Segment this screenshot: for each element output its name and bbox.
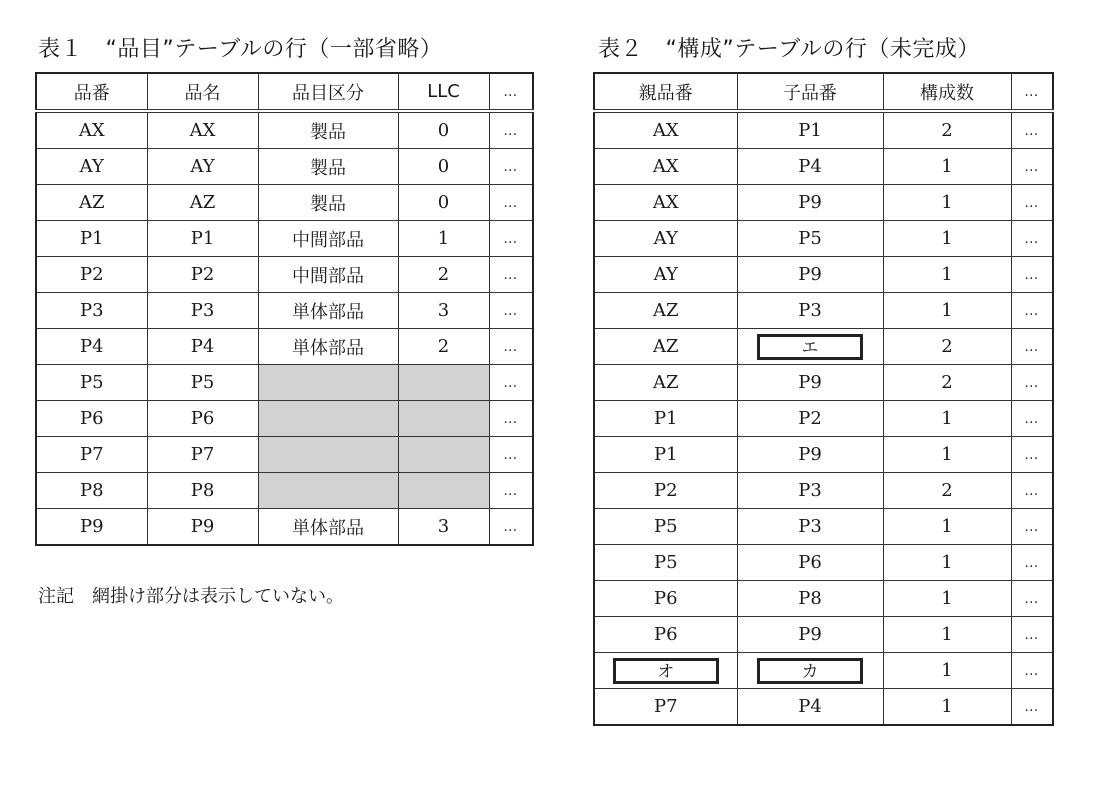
table-row — [594, 329, 1053, 365]
column-header-item-category: 品目区分 — [258, 73, 398, 111]
cell-more: … — [1011, 401, 1053, 437]
table-row — [36, 401, 533, 437]
cell-parent-item-number: AX — [594, 185, 737, 221]
cell-quantity: 1 — [883, 509, 1011, 545]
cell-item-name: P7 — [147, 437, 258, 473]
cell-parent-item-number: P6 — [594, 617, 737, 653]
table-row — [594, 293, 1053, 329]
table1-caption: 表１ “品目”テーブルの行（一部省略） — [38, 37, 443, 62]
header-row — [594, 73, 1053, 111]
table-row — [36, 365, 533, 401]
cell-more: … — [1011, 221, 1053, 257]
cell-item-number: AX — [36, 111, 147, 149]
cell-more: … — [489, 401, 533, 437]
cell-parent-item-number: AY — [594, 257, 737, 293]
column-header-more: … — [1011, 73, 1053, 111]
cell-quantity: 1 — [883, 401, 1011, 437]
cell-parent-item-number: AZ — [594, 365, 737, 401]
cell-more: … — [1011, 293, 1053, 329]
cell-child-item-number: P9 — [737, 437, 883, 473]
cell-parent-item-number — [594, 653, 737, 689]
cell-quantity: 1 — [883, 257, 1011, 293]
cell-item-name: P8 — [147, 473, 258, 509]
cell-more: … — [489, 329, 533, 365]
cell-more: … — [489, 257, 533, 293]
cell-quantity: 1 — [883, 293, 1011, 329]
cell-more: … — [489, 365, 533, 401]
column-header-quantity: 構成数 — [883, 73, 1011, 111]
cell-more: … — [1011, 185, 1053, 221]
cell-parent-item-number: AX — [594, 149, 737, 185]
cell-llc: 0 — [398, 111, 489, 149]
cell-item-name: P1 — [147, 221, 258, 257]
cell-quantity: 2 — [883, 365, 1011, 401]
cell-child-item-number: P9 — [737, 257, 883, 293]
cell-quantity: 1 — [883, 185, 1011, 221]
answer-blank-box: カ — [757, 658, 863, 684]
cell-item-name: P3 — [147, 293, 258, 329]
table-row — [36, 185, 533, 221]
cell-item-category: 中間部品 — [258, 221, 398, 257]
cell-item-number: AZ — [36, 185, 147, 221]
cell-child-item-number: P1 — [737, 111, 883, 149]
cell-more: … — [489, 111, 533, 149]
shaded-cell — [398, 401, 489, 437]
cell-child-item-number: P9 — [737, 185, 883, 221]
answer-blank-box: オ — [613, 658, 719, 684]
cell-child-item-number: P6 — [737, 545, 883, 581]
table-row — [36, 221, 533, 257]
cell-more: … — [489, 437, 533, 473]
column-header-item-name: 品名 — [147, 73, 258, 111]
cell-more: … — [1011, 689, 1053, 726]
cell-more: … — [489, 509, 533, 546]
table-row — [594, 149, 1053, 185]
cell-more: … — [1011, 545, 1053, 581]
cell-more: … — [1011, 653, 1053, 689]
table-row — [594, 653, 1053, 689]
cell-quantity: 1 — [883, 689, 1011, 726]
cell-item-category: 製品 — [258, 185, 398, 221]
cell-quantity: 1 — [883, 617, 1011, 653]
cell-llc: 0 — [398, 185, 489, 221]
shaded-cell — [258, 401, 398, 437]
table-row — [36, 149, 533, 185]
table-row — [594, 689, 1053, 726]
table-row — [594, 509, 1053, 545]
table-row — [594, 221, 1053, 257]
cell-more: … — [1011, 581, 1053, 617]
table-row — [36, 329, 533, 365]
cell-llc: 3 — [398, 509, 489, 546]
shaded-cell — [258, 473, 398, 509]
cell-item-number: P2 — [36, 257, 147, 293]
cell-more: … — [489, 293, 533, 329]
column-header-child-item-number: 子品番 — [737, 73, 883, 111]
shaded-cell — [258, 365, 398, 401]
cell-item-category: 単体部品 — [258, 293, 398, 329]
cell-item-name: AZ — [147, 185, 258, 221]
cell-parent-item-number: AX — [594, 111, 737, 149]
cell-item-number: P1 — [36, 221, 147, 257]
cell-more: … — [1011, 257, 1053, 293]
table-row — [36, 473, 533, 509]
cell-item-name: P4 — [147, 329, 258, 365]
cell-quantity: 2 — [883, 329, 1011, 365]
table-row — [36, 437, 533, 473]
cell-parent-item-number: AZ — [594, 293, 737, 329]
column-header-more: … — [489, 73, 533, 111]
cell-quantity: 1 — [883, 149, 1011, 185]
cell-item-name: P5 — [147, 365, 258, 401]
cell-more: … — [1011, 437, 1053, 473]
table-row — [594, 257, 1053, 293]
table1-note: 注記 網掛け部分は表示していない。 — [38, 586, 344, 607]
cell-item-number: P8 — [36, 473, 147, 509]
structure-table — [593, 72, 1054, 726]
cell-item-number: P5 — [36, 365, 147, 401]
cell-more: … — [1011, 111, 1053, 149]
cell-child-item-number: P9 — [737, 617, 883, 653]
cell-quantity: 1 — [883, 437, 1011, 473]
cell-item-number: P3 — [36, 293, 147, 329]
table-row — [594, 365, 1053, 401]
cell-item-category: 中間部品 — [258, 257, 398, 293]
table2-caption: 表２ “構成”テーブルの行（未完成） — [598, 37, 980, 62]
cell-child-item-number: P2 — [737, 401, 883, 437]
cell-llc: 2 — [398, 329, 489, 365]
cell-parent-item-number: AY — [594, 221, 737, 257]
cell-quantity: 1 — [883, 581, 1011, 617]
table-row — [594, 545, 1053, 581]
cell-item-name: P9 — [147, 509, 258, 546]
column-header-parent-item-number: 親品番 — [594, 73, 737, 111]
cell-item-category: 単体部品 — [258, 509, 398, 546]
cell-more: … — [489, 185, 533, 221]
table-row — [594, 111, 1053, 149]
table-row — [594, 581, 1053, 617]
cell-more: … — [1011, 149, 1053, 185]
cell-item-category: 単体部品 — [258, 329, 398, 365]
cell-item-name: P2 — [147, 257, 258, 293]
cell-llc: 3 — [398, 293, 489, 329]
cell-item-number: P4 — [36, 329, 147, 365]
table-row — [594, 437, 1053, 473]
cell-child-item-number — [737, 653, 883, 689]
cell-llc: 2 — [398, 257, 489, 293]
cell-parent-item-number: P2 — [594, 473, 737, 509]
cell-parent-item-number: P1 — [594, 437, 737, 473]
cell-child-item-number — [737, 329, 883, 365]
shaded-cell — [398, 437, 489, 473]
shaded-cell — [258, 437, 398, 473]
cell-item-number: AY — [36, 149, 147, 185]
cell-parent-item-number: AZ — [594, 329, 737, 365]
cell-child-item-number: P8 — [737, 581, 883, 617]
cell-quantity: 1 — [883, 653, 1011, 689]
cell-item-number: P7 — [36, 437, 147, 473]
cell-item-name: P6 — [147, 401, 258, 437]
cell-quantity: 1 — [883, 545, 1011, 581]
cell-child-item-number: P5 — [737, 221, 883, 257]
cell-more: … — [1011, 365, 1053, 401]
cell-more: … — [489, 221, 533, 257]
column-header-item-number: 品番 — [36, 73, 147, 111]
cell-more: … — [489, 473, 533, 509]
cell-parent-item-number: P6 — [594, 581, 737, 617]
table-row — [594, 473, 1053, 509]
shaded-cell — [398, 365, 489, 401]
table-row — [36, 509, 533, 546]
header-row — [36, 73, 533, 111]
cell-parent-item-number: P5 — [594, 545, 737, 581]
cell-item-number: P6 — [36, 401, 147, 437]
cell-parent-item-number: P7 — [594, 689, 737, 726]
cell-more: … — [1011, 509, 1053, 545]
table-row — [594, 617, 1053, 653]
shaded-cell — [398, 473, 489, 509]
cell-llc: 1 — [398, 221, 489, 257]
cell-llc: 0 — [398, 149, 489, 185]
table-row — [594, 185, 1053, 221]
cell-quantity: 1 — [883, 221, 1011, 257]
cell-item-name: AX — [147, 111, 258, 149]
cell-parent-item-number: P5 — [594, 509, 737, 545]
cell-parent-item-number: P1 — [594, 401, 737, 437]
answer-blank-box: エ — [757, 334, 863, 360]
cell-more: … — [1011, 473, 1053, 509]
cell-item-category: 製品 — [258, 111, 398, 149]
cell-item-number: P9 — [36, 509, 147, 546]
cell-child-item-number: P4 — [737, 689, 883, 726]
cell-child-item-number: P4 — [737, 149, 883, 185]
table-row — [36, 111, 533, 149]
cell-child-item-number: P3 — [737, 473, 883, 509]
table-row — [36, 293, 533, 329]
table-row — [36, 257, 533, 293]
cell-quantity: 2 — [883, 111, 1011, 149]
items-table — [35, 72, 534, 546]
cell-item-name: AY — [147, 149, 258, 185]
cell-more: … — [1011, 617, 1053, 653]
column-header-llc: LLC — [398, 73, 489, 111]
cell-more: … — [489, 149, 533, 185]
cell-child-item-number: P3 — [737, 293, 883, 329]
cell-child-item-number: P3 — [737, 509, 883, 545]
cell-more: … — [1011, 329, 1053, 365]
cell-quantity: 2 — [883, 473, 1011, 509]
cell-child-item-number: P9 — [737, 365, 883, 401]
table-row — [594, 401, 1053, 437]
cell-item-category: 製品 — [258, 149, 398, 185]
